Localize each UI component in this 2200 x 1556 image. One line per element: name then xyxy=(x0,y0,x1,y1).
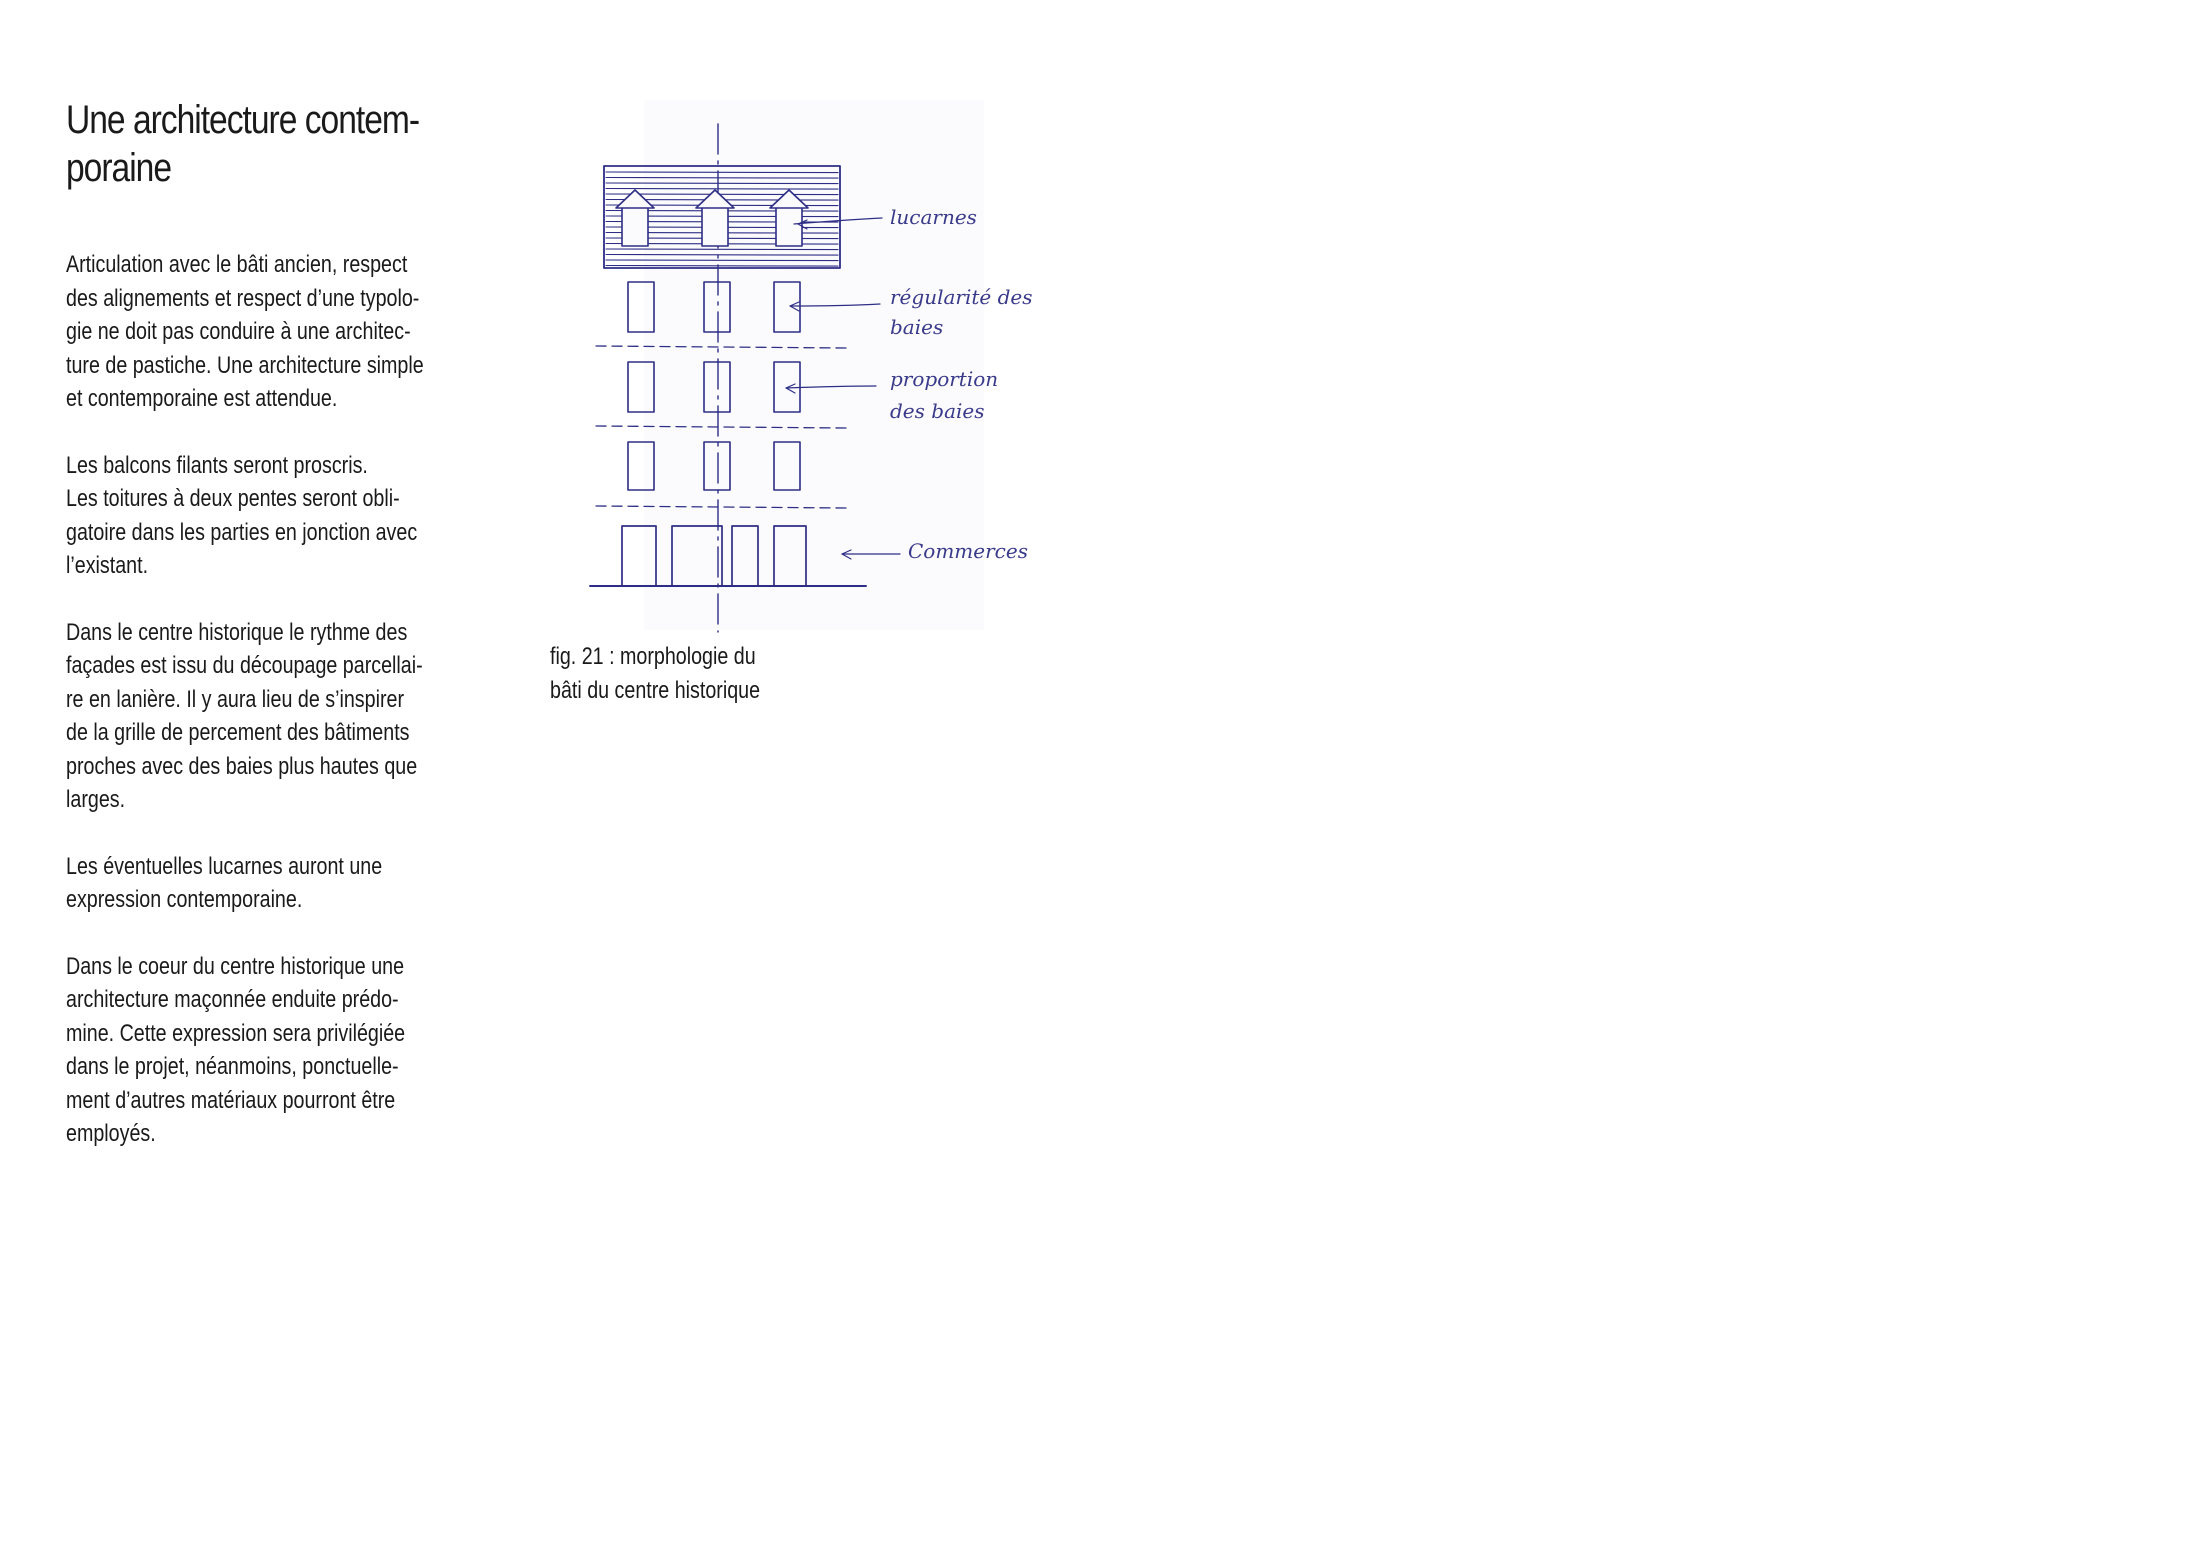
window xyxy=(704,442,730,490)
paragraph-materiaux xyxy=(66,950,486,1151)
floor-line xyxy=(596,426,846,428)
roof-hatch-line xyxy=(606,249,838,250)
paragraph-line: des alignements et respect d’une typolo- xyxy=(66,284,420,312)
paragraph-line: gatoire dans les parties en jonction avec xyxy=(66,518,418,546)
paragraph-line: expression contemporaine. xyxy=(66,886,303,913)
body-text xyxy=(66,248,486,1151)
paragraph-line: larges. xyxy=(66,786,126,813)
caption-line: bâti du centre historique xyxy=(550,676,761,704)
paragraph-line: Les toitures à deux pentes seront obli- xyxy=(66,485,400,512)
shopfronts xyxy=(590,526,866,586)
floor-line xyxy=(596,346,846,348)
title-line: Une architecture contem- xyxy=(66,98,420,142)
window xyxy=(704,362,730,412)
dormer-right xyxy=(770,190,808,246)
label-lucarnes: lucarnes xyxy=(890,205,977,229)
paragraph-articulation xyxy=(66,248,486,416)
page-title xyxy=(66,96,486,192)
paragraph-line: gie ne doit pas conduire à une architec- xyxy=(66,318,411,345)
paragraph-line: façades est issu du découpage parcellai- xyxy=(66,652,423,679)
paragraph-line: de la grille de percement des bâtiments xyxy=(66,719,410,746)
paragraph-line: ture de pastiche. Une architecture simple xyxy=(66,351,424,379)
paragraph-line: employés. xyxy=(66,1120,156,1147)
paragraph-line: Les éventuelles lucarnes auront une xyxy=(66,852,383,880)
sketch-frame xyxy=(584,96,1054,636)
roof-hatch-line xyxy=(606,172,838,173)
window xyxy=(774,282,800,332)
caption-line: fig. 21 : morphologie du xyxy=(550,643,756,670)
window xyxy=(704,282,730,332)
paragraph-line: mine. Cette expression sera privilégiée xyxy=(66,1019,406,1047)
paragraph-line: Dans le coeur du centre historique une xyxy=(66,952,405,980)
paragraph-line: dans le projet, néanmoins, ponctuelle- xyxy=(66,1053,399,1080)
text-column xyxy=(66,96,486,1184)
roof-hatch-line xyxy=(606,255,838,256)
paragraph-line: et contemporaine est attendue. xyxy=(66,385,338,412)
paragraph-line: Les balcons filants seront proscris. xyxy=(66,451,368,479)
paragraph-lucarnes xyxy=(66,850,486,917)
facade-sketch-figure xyxy=(584,96,1054,636)
window xyxy=(628,282,654,332)
paragraph-line: Dans le centre historique le rythme des xyxy=(66,618,408,646)
dormer-left xyxy=(616,190,654,246)
window xyxy=(628,362,654,412)
label-regularite-line1: régularité des xyxy=(890,285,1033,309)
label-commerces: Commerces xyxy=(908,539,1028,563)
roof-hatch-line xyxy=(606,178,838,179)
dormer-center xyxy=(696,190,734,246)
facade-sketch-drawing xyxy=(584,96,1054,636)
window xyxy=(774,442,800,490)
paragraph-line: architecture maçonnée enduite prédo- xyxy=(66,986,399,1013)
floor-line xyxy=(596,506,846,508)
paragraph-line: proches avec des baies plus hautes que xyxy=(66,752,418,780)
figure-caption xyxy=(550,640,812,707)
roof-hatch-line xyxy=(606,266,838,267)
label-proportion-line1: proportion xyxy=(890,367,999,391)
roof-hatch-line xyxy=(606,189,838,190)
title-line: poraine xyxy=(66,146,172,190)
window xyxy=(628,442,654,490)
roof-hatch-line xyxy=(606,183,838,184)
paragraph-line: re en lanière. Il y aura lieu de s’inspirer xyxy=(66,685,405,713)
paragraph-line: l’existant. xyxy=(66,552,149,579)
paragraph-balcons xyxy=(66,449,486,583)
paragraph-line: ment d’autres matériaux pourront être xyxy=(66,1086,396,1114)
label-proportion-line2: des baies xyxy=(890,399,985,423)
label-regularite-line2: baies xyxy=(890,315,944,339)
roof-hatch-line xyxy=(606,260,838,261)
paragraph-line: Articulation avec le bâti ancien, respect xyxy=(66,251,408,278)
paragraph-rythme xyxy=(66,616,486,817)
